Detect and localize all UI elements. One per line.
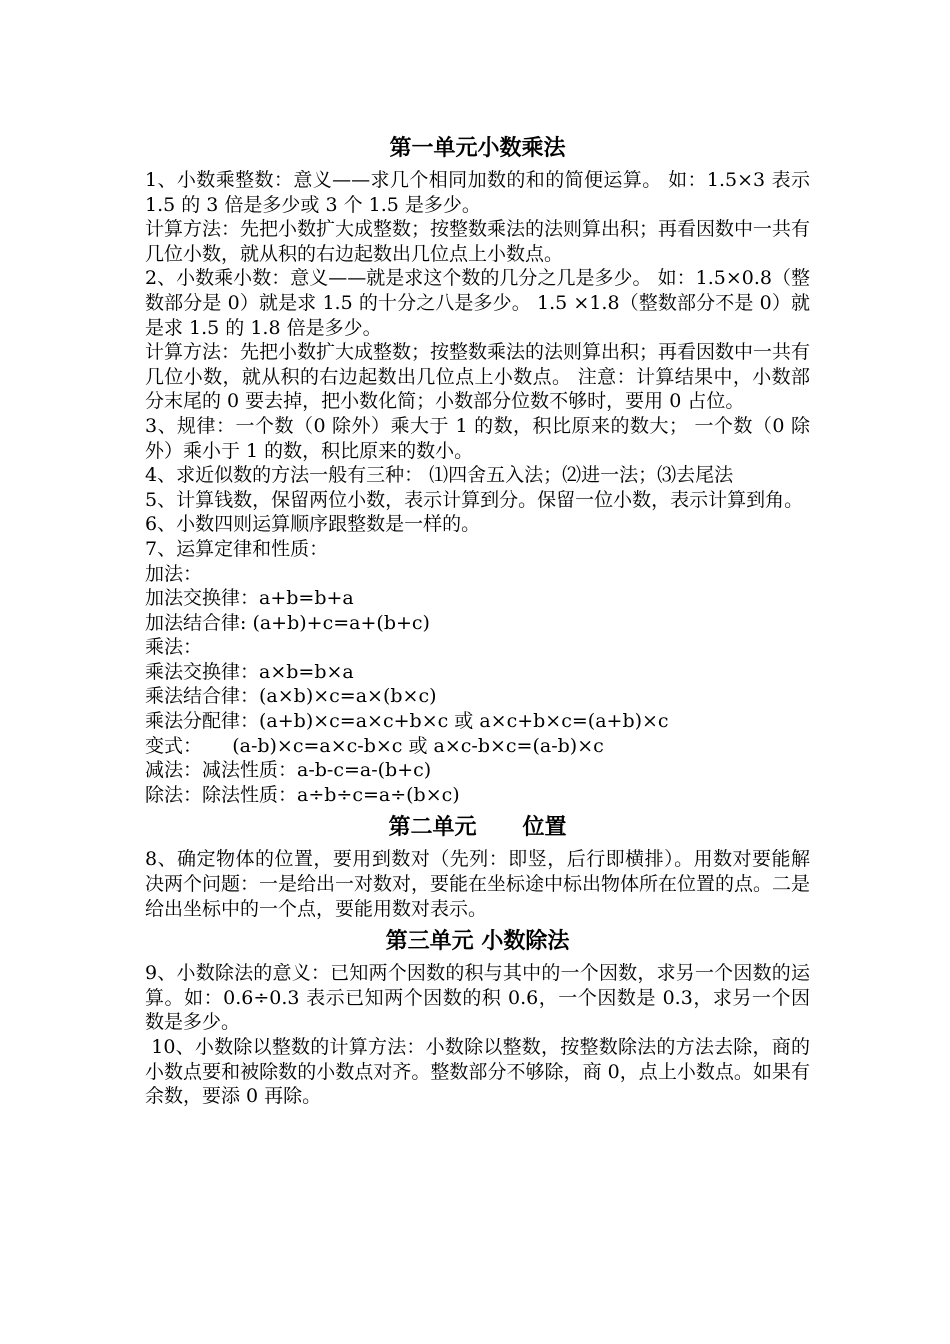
paragraph-2: 2、小数乘小数：意义——就是求这个数的几分之几是多少。 如：1.5×0.8（整数部分是 0）就是求 1.5 的十分之八是多少。 1.5 ×1.8（整数部分不是 0）就是求 1.5 的 1.8 倍是多少。 (145, 267, 810, 339)
law-line: 加法交换律：a+b=b+a (145, 587, 354, 610)
law-line: 乘法： (145, 636, 203, 659)
paragraph-1-method: 计算方法：先把小数扩大成整数；按整数乘法的法则算出积；再看因数中一共有几位小数，就从积的右边起数出几位点上小数点。 (145, 218, 811, 265)
paragraph-1: 1、小数乘整数：意义——求几个相同加数的和的简便运算。 如：1.5×3 表示 1.5 的 3 倍是多少或 3 个 1.5 是多少。 (145, 169, 810, 216)
paragraph-7: 7、运算定律和性质： (145, 537, 329, 560)
unit1-title: 第一单元小数乘法 (389, 135, 566, 161)
paragraph-2-method: 计算方法：先把小数扩大成整数；按整数乘法的法则算出积；再看因数中一共有几位小数，就从积的右边起数出几位点上小数点。 注意：计算结果中，小数部分末尾的 0 要去掉，把小数化简；小数部分位数不够时，要用 0 占位。 (145, 341, 811, 413)
paragraph-8: 8、确定物体的位置，要用到数对（先列：即竖，后行即横排）。用数对要能解决两个问题：一是给出一对数对，要能在坐标途中标出物体所在位置的点。二是给出坐标中的一个点，要能用数对表示。 (145, 848, 811, 920)
paragraph-10: 10、小数除以整数的计算方法：小数除以整数，按整数除法的方法去除，商的小数点要和被除数的小数点对齐。整数部分不够除，商 0，点上小数点。如果有余数，要添 0 再除。 (145, 1036, 810, 1108)
law-line: 乘法分配律：(a+b)×c=a×c+b×c 或 a×c+b×c=(a+b)×c (145, 710, 669, 733)
unit2-title: 第二单元 位置 (388, 814, 567, 841)
paragraph-5: 5、计算钱数，保留两位小数，表示计算到分。保留一位小数，表示计算到角。 (145, 488, 804, 511)
law-line: 除法：除法性质：a÷b÷c=a÷(b×c) (145, 783, 460, 806)
paragraph-4: 4、求近似数的方法一般有三种： ⑴四舍五入法；⑵进一法；⑶去尾法 (145, 464, 734, 487)
law-line: 变式： (a-b)×c=a×c-b×c 或 a×c-b×c=(a-b)×c (145, 734, 604, 757)
law-line: 乘法结合律：(a×b)×c=a×(b×c) (145, 685, 437, 708)
law-line: 加法结合律: (a+b)+c=a+(b+c) (145, 611, 430, 634)
paragraph-6: 6、小数四则运算顺序跟整数是一样的。 (145, 513, 481, 536)
law-line: 减法：减法性质：a-b-c=a-(b+c) (145, 759, 432, 782)
document-page (145, 128, 810, 1109)
unit3-title: 第三单元 小数除法 (385, 928, 570, 955)
law-line: 加法： (145, 562, 203, 585)
paragraph-9: 9、小数除法的意义：已知两个因数的积与其中的一个因数，求另一个因数的运算。如：0.6÷0.3 表示已知两个因数的积 0.6，一个因数是 0.3，求另一个因数是多少。 (145, 962, 810, 1034)
law-line: 乘法交换律：a×b=b×a (145, 660, 354, 683)
paragraph-3: 3、规律：一个数（0 除外）乘大于 1 的数，积比原来的数大； 一个数（0 除外）乘小于 1 的数，积比原来的数小。 (145, 414, 810, 462)
